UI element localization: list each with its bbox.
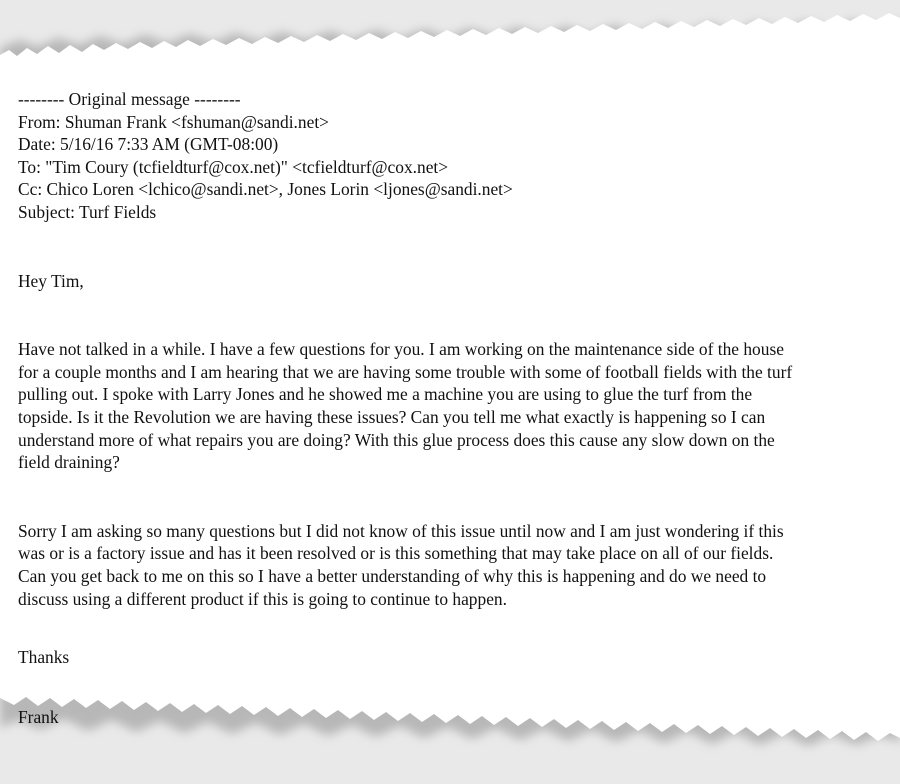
paragraph-line: field draining?	[18, 452, 120, 473]
from-line: From: Shuman Frank <fshuman@sandi.net>	[18, 111, 329, 132]
greeting: Hey Tim,	[18, 270, 84, 291]
paragraph-line: was or is a factory issue and has it been resolved or is this something that may take place on all of our fields.	[18, 543, 774, 564]
paragraph-line: understand more of what repairs you are doing? With this glue process does this cause any slow down on the	[18, 429, 775, 450]
body-paragraph-2	[18, 520, 878, 610]
closing: Thanks	[18, 647, 70, 668]
email-document	[18, 88, 878, 728]
paragraph-line: topside. Is it the Revolution we are having these issues? Can you tell me what exactly is happening so I can	[18, 406, 766, 427]
cc-line: Cc: Chico Loren <lchico@sandi.net>, Jones Lorin <ljones@sandi.net>	[18, 179, 513, 200]
date-line: Date: 5/16/16 7:33 AM (GMT-08:00)	[18, 134, 279, 155]
body-paragraph-1	[18, 338, 878, 474]
signature: Frank	[18, 706, 59, 727]
subject-line: Subject: Turf Fields	[18, 201, 157, 222]
paragraph-line: pulling out. I spoke with Larry Jones and he showed me a machine you are using to glue the turf from the	[18, 384, 753, 405]
paragraph-line: Sorry I am asking so many questions but I did not know of this issue until now and I am just wondering if this	[18, 520, 784, 541]
paragraph-line: Can you get back to me on this so I have a better understanding of why this is happening and do we need to	[18, 565, 767, 586]
to-line: To: "Tim Coury (tcfieldturf@cox.net)" <tcfieldturf@cox.net>	[18, 156, 449, 177]
paragraph-line: Have not talked in a while. I have a few questions for you. I am working on the maintenance side of the house	[18, 339, 784, 360]
paragraph-line: discuss using a different product if this is going to continue to happen.	[18, 588, 507, 609]
paragraph-line: for a couple months and I am hearing that we are having some trouble with some of football fields with the turf	[18, 361, 793, 382]
original-message-divider: -------- Original message --------	[18, 89, 241, 109]
email-header	[18, 88, 878, 224]
